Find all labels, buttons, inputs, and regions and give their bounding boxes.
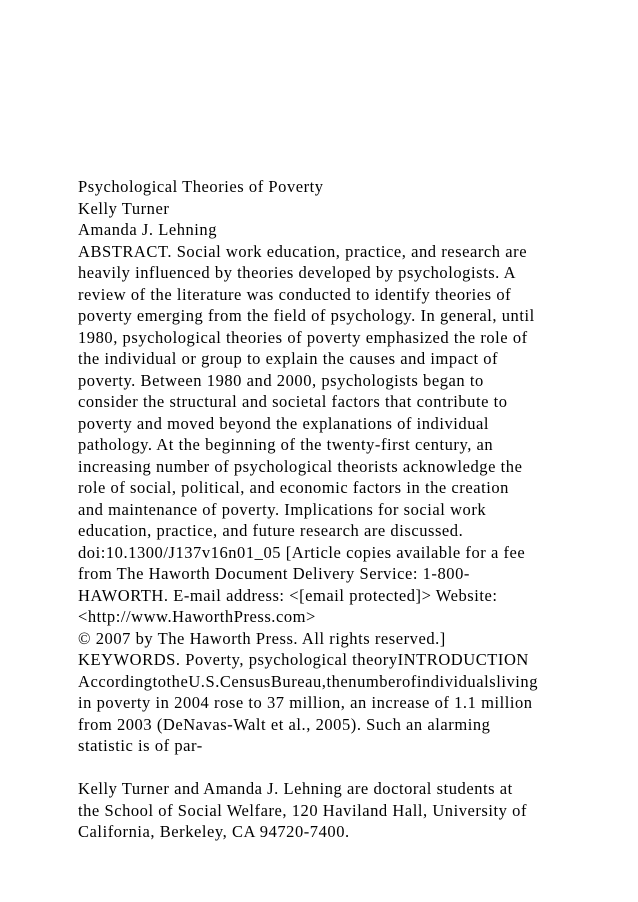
abstract-line: pathology. At the beginning of the twenty-first century, an bbox=[78, 435, 494, 454]
abstract-line: and maintenance of poverty. Implications for social work bbox=[78, 499, 487, 519]
abstract-line: review of the literature was conducted to identify theories of bbox=[78, 284, 512, 304]
author-name: Kelly Turner bbox=[78, 198, 170, 218]
author-footnote-line: California, Berkeley, CA 94720-7400. bbox=[78, 822, 350, 841]
abstract-line: poverty and moved beyond the explanations of individual bbox=[78, 413, 490, 433]
introduction-line: statistic is of par- bbox=[78, 736, 203, 755]
author-footnote-line: Kelly Turner and Amanda J. Lehning are doctoral students at bbox=[78, 779, 513, 798]
citation-line: HAWORTH. E-mail address: <[email protected]> Website: bbox=[78, 585, 498, 605]
abstract-line: ABSTRACT. Social work education, practice, and research are bbox=[78, 241, 528, 261]
abstract-line: poverty. Between 1980 and 2000, psychologists began to bbox=[78, 370, 484, 390]
introduction-line: AccordingtotheU.S.CensusBureau,thenumberofindividualsliving bbox=[78, 671, 539, 691]
abstract-line: heavily influenced by theories developed by psychologists. A bbox=[78, 263, 517, 282]
copyright-line: © 2007 by The Haworth Press. All rights reserved.] bbox=[78, 628, 446, 648]
abstract-line: education, practice, and future research are discussed. bbox=[78, 521, 464, 540]
keywords-line: KEYWORDS. Poverty, psychological theoryINTRODUCTION bbox=[78, 650, 529, 669]
doi-line: doi:10.1300/J137v16n01_05 [Article copies available for a fee bbox=[78, 542, 526, 562]
abstract-line: role of social, political, and economic factors in the creation bbox=[78, 478, 509, 497]
citation-line: from The Haworth Document Delivery Service: 1-800- bbox=[78, 564, 470, 583]
abstract-line: increasing number of psychological theorists acknowledge the bbox=[78, 456, 523, 476]
author-footnote-line: the School of Social Welfare, 120 Haviland Hall, University of bbox=[78, 800, 527, 820]
introduction-line: from 2003 (DeNavas-Walt et al., 2005). Such an alarming bbox=[78, 714, 491, 734]
introduction-line: in poverty in 2004 rose to 37 million, an increase of 1.1 million bbox=[78, 693, 533, 712]
abstract-line: consider the structural and societal factors that contribute to bbox=[78, 392, 508, 411]
paragraph-gap bbox=[78, 757, 623, 779]
document-text bbox=[78, 176, 623, 843]
abstract-line: poverty emerging from the field of psychology. In general, until bbox=[78, 306, 535, 325]
abstract-line: the individual or group to explain the causes and impact of bbox=[78, 349, 499, 368]
website-line: <http://www.HaworthPress.com> bbox=[78, 607, 316, 626]
author-name: Amanda J. Lehning bbox=[78, 220, 218, 239]
abstract-line: 1980, psychological theories of poverty emphasized the role of bbox=[78, 327, 528, 347]
document-title: Psychological Theories of Poverty bbox=[78, 177, 324, 196]
